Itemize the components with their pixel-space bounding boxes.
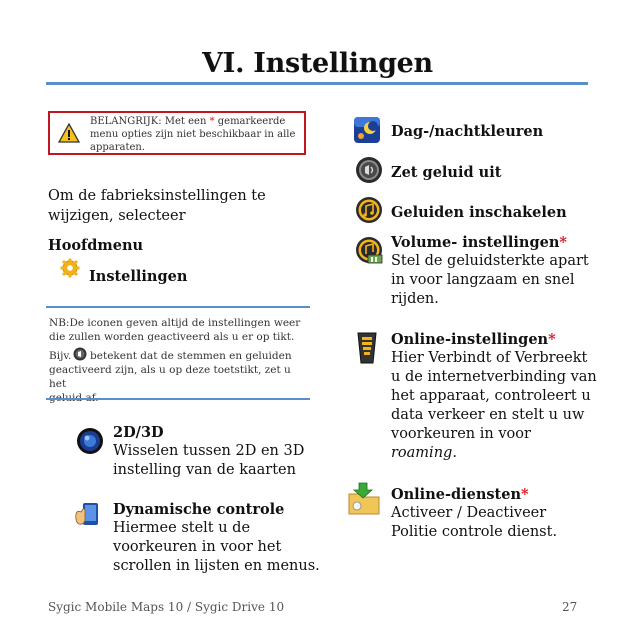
item-2d3d-text: Wisselen tussen 2D en 3D instelling van de kaarten	[113, 443, 305, 478]
page-title: VI. Instellingen	[202, 48, 433, 79]
item-online-title: Online-instellingen*	[391, 331, 556, 348]
menu-path-settings: Instellingen	[89, 268, 188, 285]
warning-text: BELANGRIJK: Met een * gemarkeerde menu opties zijn niet beschikbaar in alle apparaten.	[90, 116, 296, 153]
warning-triangle-icon	[58, 123, 80, 143]
item-dynamic-title: Dynamische controle	[113, 501, 285, 518]
day-night-icon	[353, 116, 381, 144]
note-top-rule	[46, 306, 310, 308]
gear-icon	[60, 258, 80, 278]
item-services-title: Online-diensten*	[391, 486, 529, 503]
item-volume-text: Stel de geluidsterkte apart in voor langzaam en snel rijden.	[391, 253, 589, 307]
warning-box	[48, 111, 306, 155]
sound-off-icon	[355, 156, 383, 184]
menu-path-main: Hoofdmenu	[48, 237, 144, 254]
item-dynamic-text: Hiermee stelt u de voorkeuren in voor het scrollen in lijsten en menus.	[113, 520, 320, 574]
item-online-text: Hier Verbindt of Verbreekt u de internetverbinding van het apparaat, controleert u data verkeer en stelt u uw voorkeuren in voor roaming.	[391, 350, 597, 461]
dynamic-control-hand-icon	[73, 500, 101, 528]
online-services-icon	[347, 482, 381, 516]
item-soundson-title: Geluiden inschakelen	[391, 204, 567, 221]
item-daynight-title: Dag-/nachtkleuren	[391, 123, 544, 140]
2d-3d-icon	[76, 427, 104, 455]
sound-button-icon	[73, 347, 87, 361]
online-settings-icon	[355, 331, 379, 365]
note-text: NB:De iconen geven altijd de instellingen weer die zullen worden geactiveerd als u er op tikt. Bijv. betekent dat de stemmen en geluiden geactiveerd zijn, als u op deze toetstikt, zet u het	[49, 317, 301, 390]
item-services-text: Activeer / Deactiveer Politie controle dienst.	[391, 505, 558, 540]
item-2d3d-title: 2D/3D	[113, 424, 164, 441]
sounds-on-icon	[355, 196, 383, 224]
item-soundoff-title: Zet geluid uit	[391, 164, 502, 181]
volume-settings-icon	[355, 236, 383, 264]
footer-product: Sygic Mobile Maps 10 / Sygic Drive 10	[48, 600, 285, 614]
note-bottom-rule	[46, 398, 310, 400]
intro-text: Om de fabrieksinstellingen te wijzigen, selecteer	[48, 188, 266, 224]
page-number: 27	[562, 600, 578, 614]
title-divider	[46, 82, 588, 85]
item-volume-title: Volume- instellingen*	[391, 234, 567, 251]
